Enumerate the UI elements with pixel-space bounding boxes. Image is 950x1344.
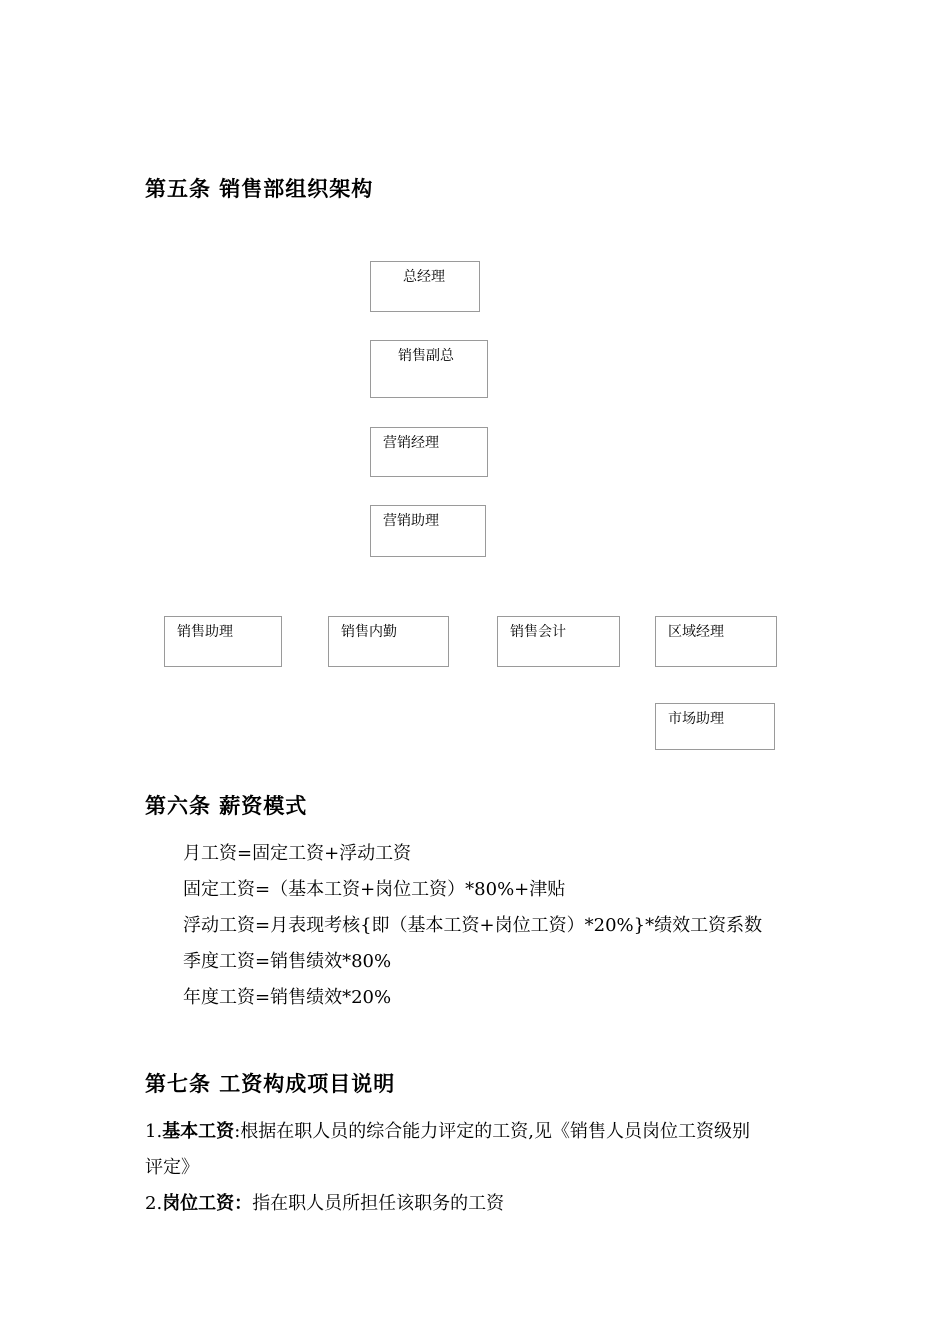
org-node-sales-accountant: 销售会计 (497, 616, 620, 667)
formula-quarterly-wage: 季度工资=销售绩效*80% (183, 951, 392, 972)
section-5-heading: 第五条 销售部组织架构 (145, 177, 374, 201)
section-6-heading: 第六条 薪资模式 (145, 794, 308, 818)
org-node-general-manager: 总经理 (370, 261, 480, 312)
org-node-marketing-assistant: 营销助理 (370, 505, 486, 557)
org-node-sales-assistant: 销售助理 (164, 616, 282, 667)
item-term: 基本工资 (162, 1121, 235, 1142)
org-node-sales-admin: 销售内勤 (328, 616, 449, 667)
item-term: 岗位工资： (162, 1193, 253, 1214)
org-node-regional-manager: 区域经理 (655, 616, 777, 667)
wage-item-base (145, 1120, 750, 1144)
section-7-heading: 第七条 工资构成项目说明 (145, 1072, 396, 1096)
wage-item-base-continued: 评定》 (145, 1157, 199, 1178)
org-node-market-assistant: 市场助理 (655, 703, 775, 750)
org-node-sales-vp: 销售副总 (370, 340, 488, 398)
wage-item-position (145, 1192, 504, 1216)
item-number: 1. (145, 1121, 163, 1142)
item-description: 指在职人员所担任该职务的工资 (252, 1193, 505, 1214)
formula-monthly-wage: 月工资=固定工资+浮动工资 (183, 843, 412, 864)
formula-annual-wage: 年度工资=销售绩效*20% (183, 987, 392, 1008)
item-number: 2. (145, 1193, 163, 1214)
formula-floating-wage: 浮动工资=月表现考核{即（基本工资+岗位工资）*20%}*绩效工资系数 (183, 915, 763, 936)
item-description: :根据在职人员的综合能力评定的工资,见《销售人员岗位工资级别 (234, 1121, 750, 1142)
org-node-marketing-manager: 营销经理 (370, 427, 488, 477)
formula-fixed-wage: 固定工资=（基本工资+岗位工资）*80%+津贴 (183, 879, 566, 900)
